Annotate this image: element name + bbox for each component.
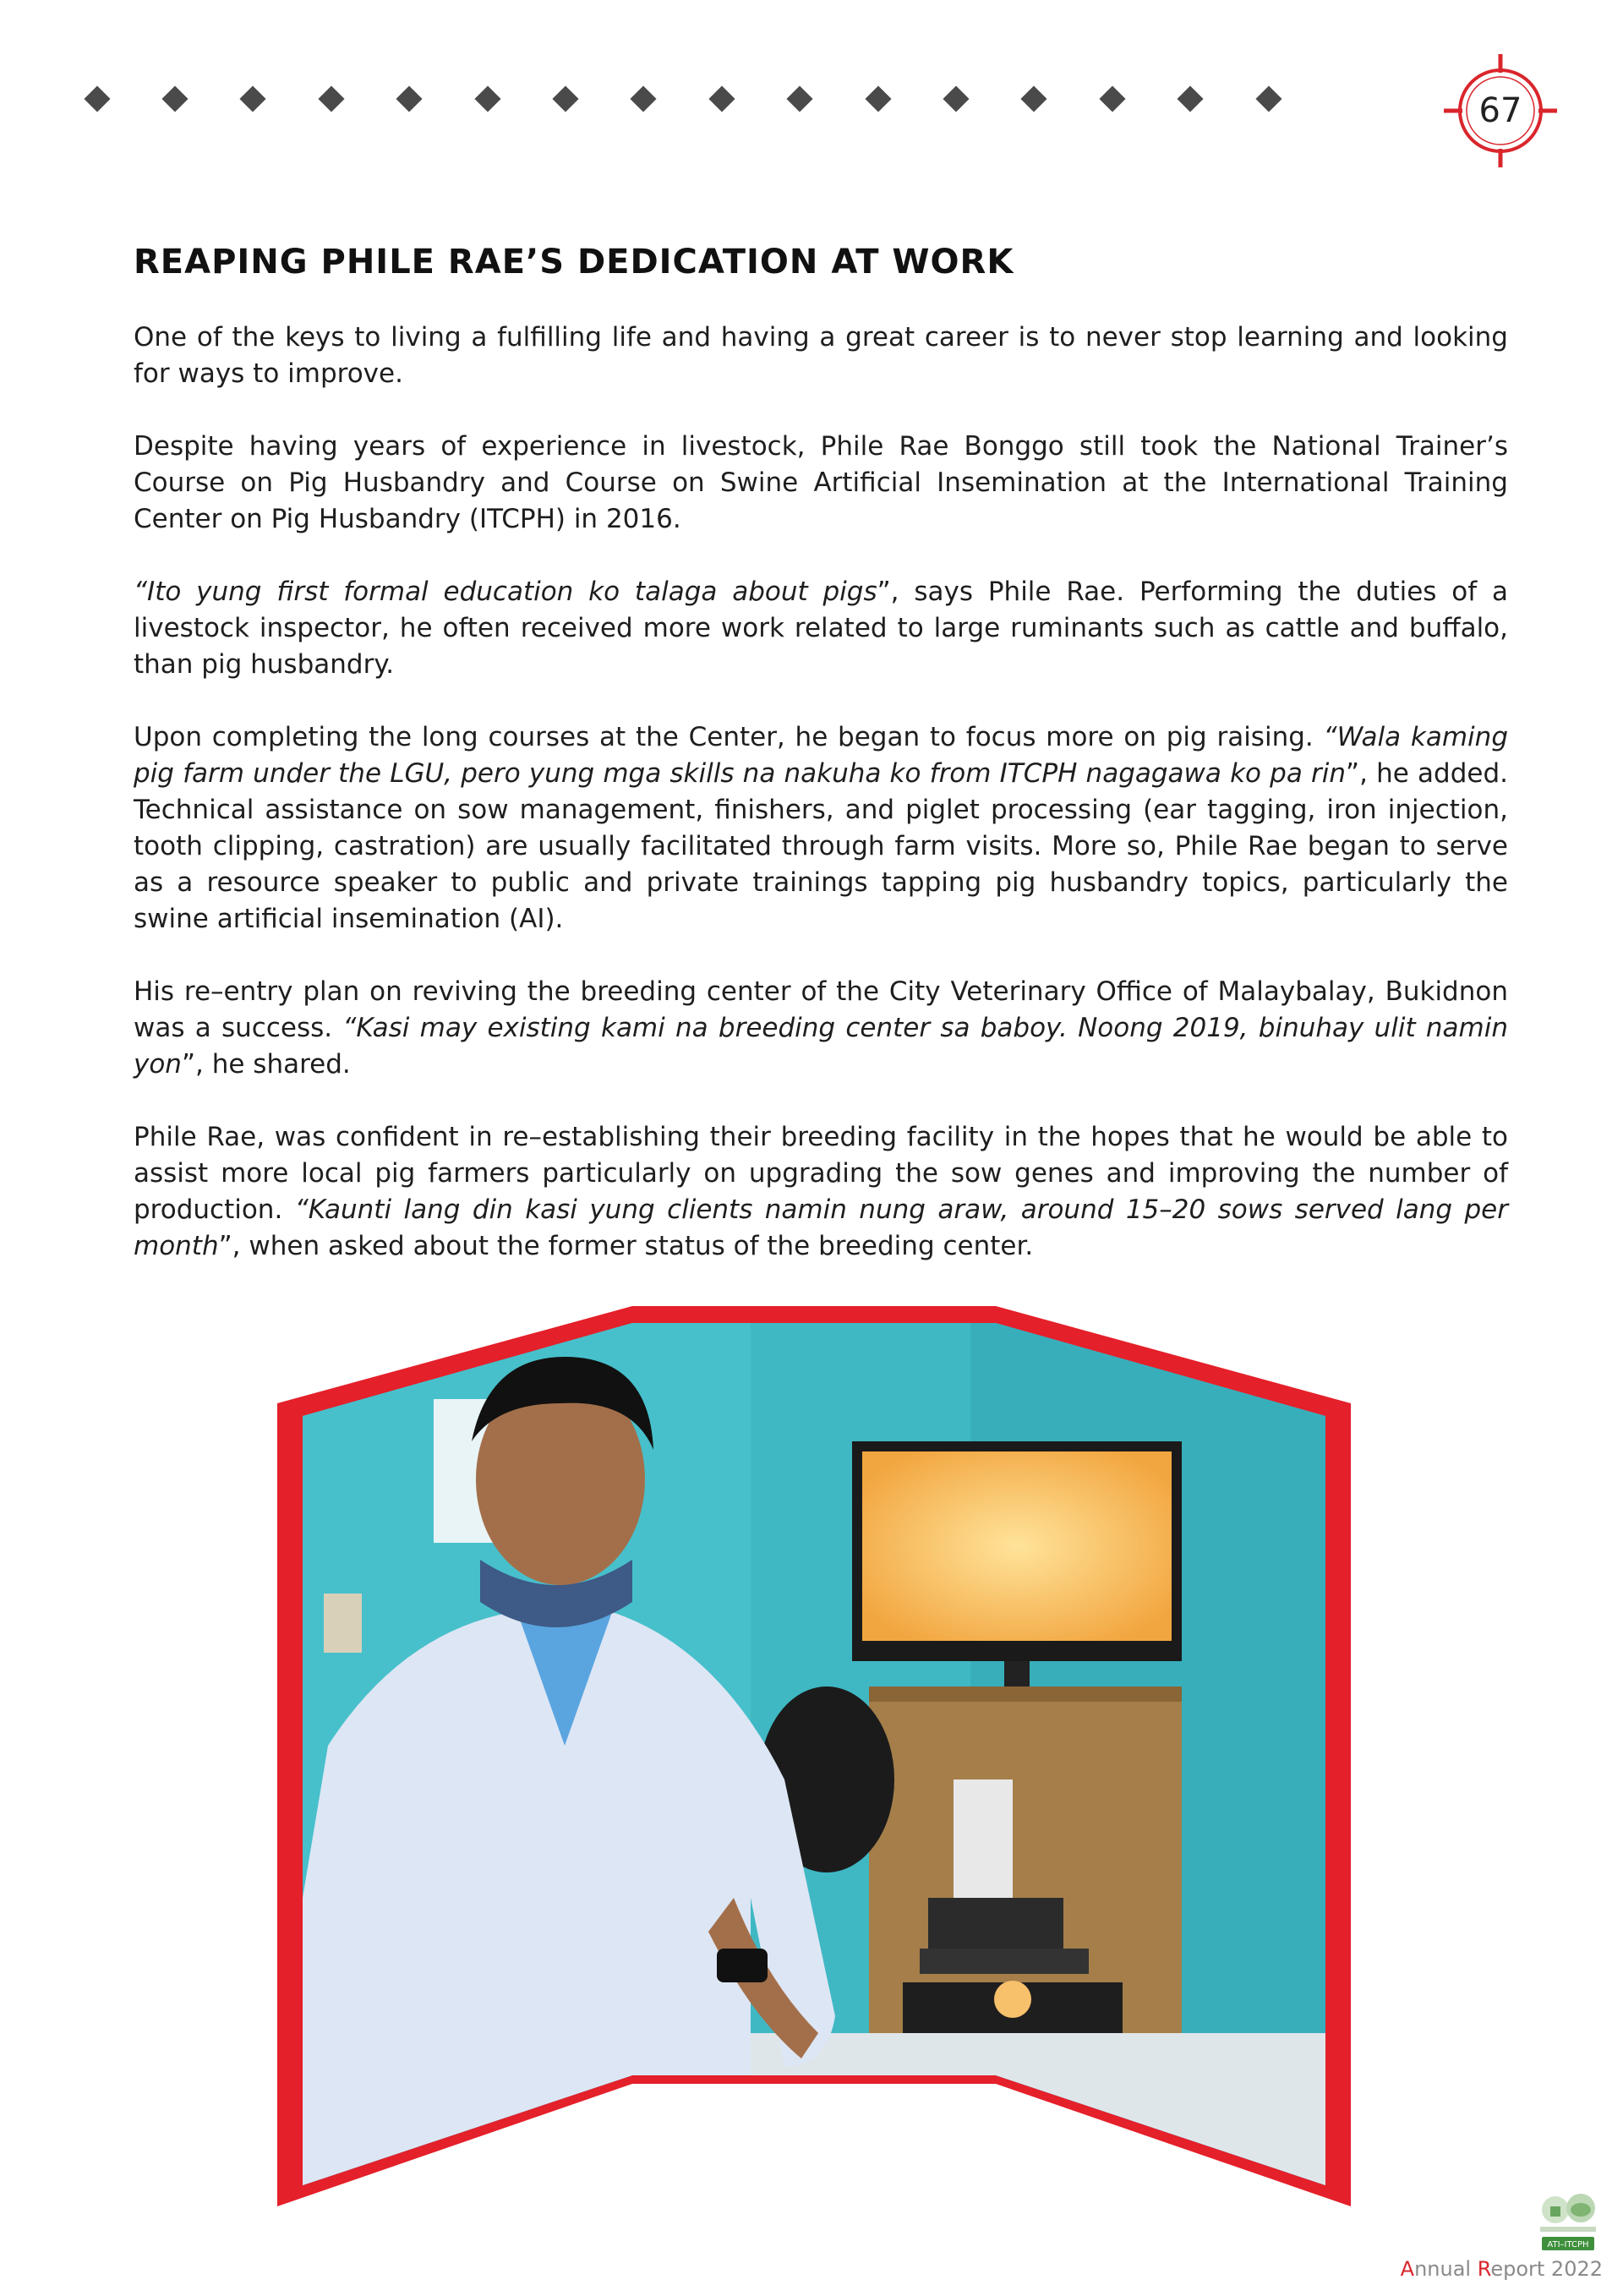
quote-text: “Ito yung first formal education ko talaga about pigs xyxy=(134,577,877,607)
paragraph-2: Despite having years of experience in livestock, Phile Rae Bonggo still took the National Trainer’s Course on Pig Husbandry and Course on Swine Artificial Insemination at the International Training Center on Pig Husbandry (ITCPH) in 2016. xyxy=(134,431,1508,534)
diamond-ornament xyxy=(1255,85,1281,112)
ati-itcph-logo-icon xyxy=(1538,2191,1598,2254)
diamond-ornament xyxy=(239,85,265,112)
diamond-ornament xyxy=(630,85,656,112)
quote-text: “Kaunti lang din kasi yung clients namin nung araw, around 15–20 sows served lang per month xyxy=(134,1194,1508,1261)
diamond-ornament xyxy=(1020,85,1046,112)
logo-text: ATI–ITCPH xyxy=(1547,2240,1589,2250)
header-diamond-row xyxy=(88,86,1297,112)
diamond-ornament xyxy=(1177,85,1203,112)
quote-text: “Kasi may existing kami na breeding center sa baboy. Noong 2019, binuhay ulit namin yon xyxy=(134,1013,1508,1080)
diamond-ornament xyxy=(1099,85,1125,112)
diamond-ornament xyxy=(84,85,110,112)
paragraph-3: “Ito yung first formal education ko talaga about pigs”, says Phile Rae. Performing the duties of a livestock inspector, he often received more work related to large ruminants such as cattle and buffalo, than pig husbandry. xyxy=(134,577,1508,680)
paragraph-5: His re–entry plan on reviving the breeding center of the City Veterinary Office of Malaybalay, Bukidnon was a success. “Kasi may existing kami na breeding center sa baboy. Noong 2019, binuhay ulit namin yon”, he shared. xyxy=(134,976,1508,1080)
diamond-ornament xyxy=(396,85,422,112)
diamond-ornament xyxy=(708,85,735,112)
diamond-ornament xyxy=(318,85,344,112)
diamond-ornament xyxy=(943,85,969,112)
footer-annual-report: Annual Report 2022 xyxy=(1400,2257,1603,2281)
diamond-ornament xyxy=(865,85,891,112)
quote-text: “Wala kaming pig farm under the LGU, pero yung mga skills na nakuha ko from ITCPH nagagawa ko pa rin xyxy=(134,722,1508,789)
article-body xyxy=(134,320,1508,1301)
paragraph-6: Phile Rae, was confident in re–establishing their breeding facility in the hopes that he would be able to assist more local pig farmers particularly on upgrading the sow genes and improving the number of production. “Kaunti lang din kasi yung clients namin nung araw, around 15–20 sows served lang per month”, when asked about the former status of the breeding center. xyxy=(134,1122,1508,1261)
paragraph-4: Upon completing the long courses at the Center, he began to focus more on pig raising. “Wala kaming pig farm under the LGU, pero yung mga skills na nakuha ko from ITCPH nagagawa ko pa rin”, he added. Technical assistance on sow management, finishers, and piglet processing (ear tagging, iron injection, tooth clipping, castration) are usually facilitated through farm visits. More so, Phile Rae began to serve as a resource speaker to public and private trainings tapping pig husbandry topics, particularly the swine artificial insemination (AI). xyxy=(134,722,1508,934)
diamond-ornament xyxy=(786,85,812,112)
article-title: REAPING PHILE RAE’S DEDICATION AT WORK xyxy=(134,243,1014,282)
diamond-ornament xyxy=(161,85,188,112)
diamond-ornament xyxy=(552,85,578,112)
page-number: 67 xyxy=(1478,91,1522,130)
diamond-ornament xyxy=(474,85,500,112)
photo-lab-technician-microscope xyxy=(277,1306,1351,2206)
paragraph-1: One of the keys to living a fulfilling life and having a great career is to never stop learning and looking for ways to improve. xyxy=(134,322,1508,389)
